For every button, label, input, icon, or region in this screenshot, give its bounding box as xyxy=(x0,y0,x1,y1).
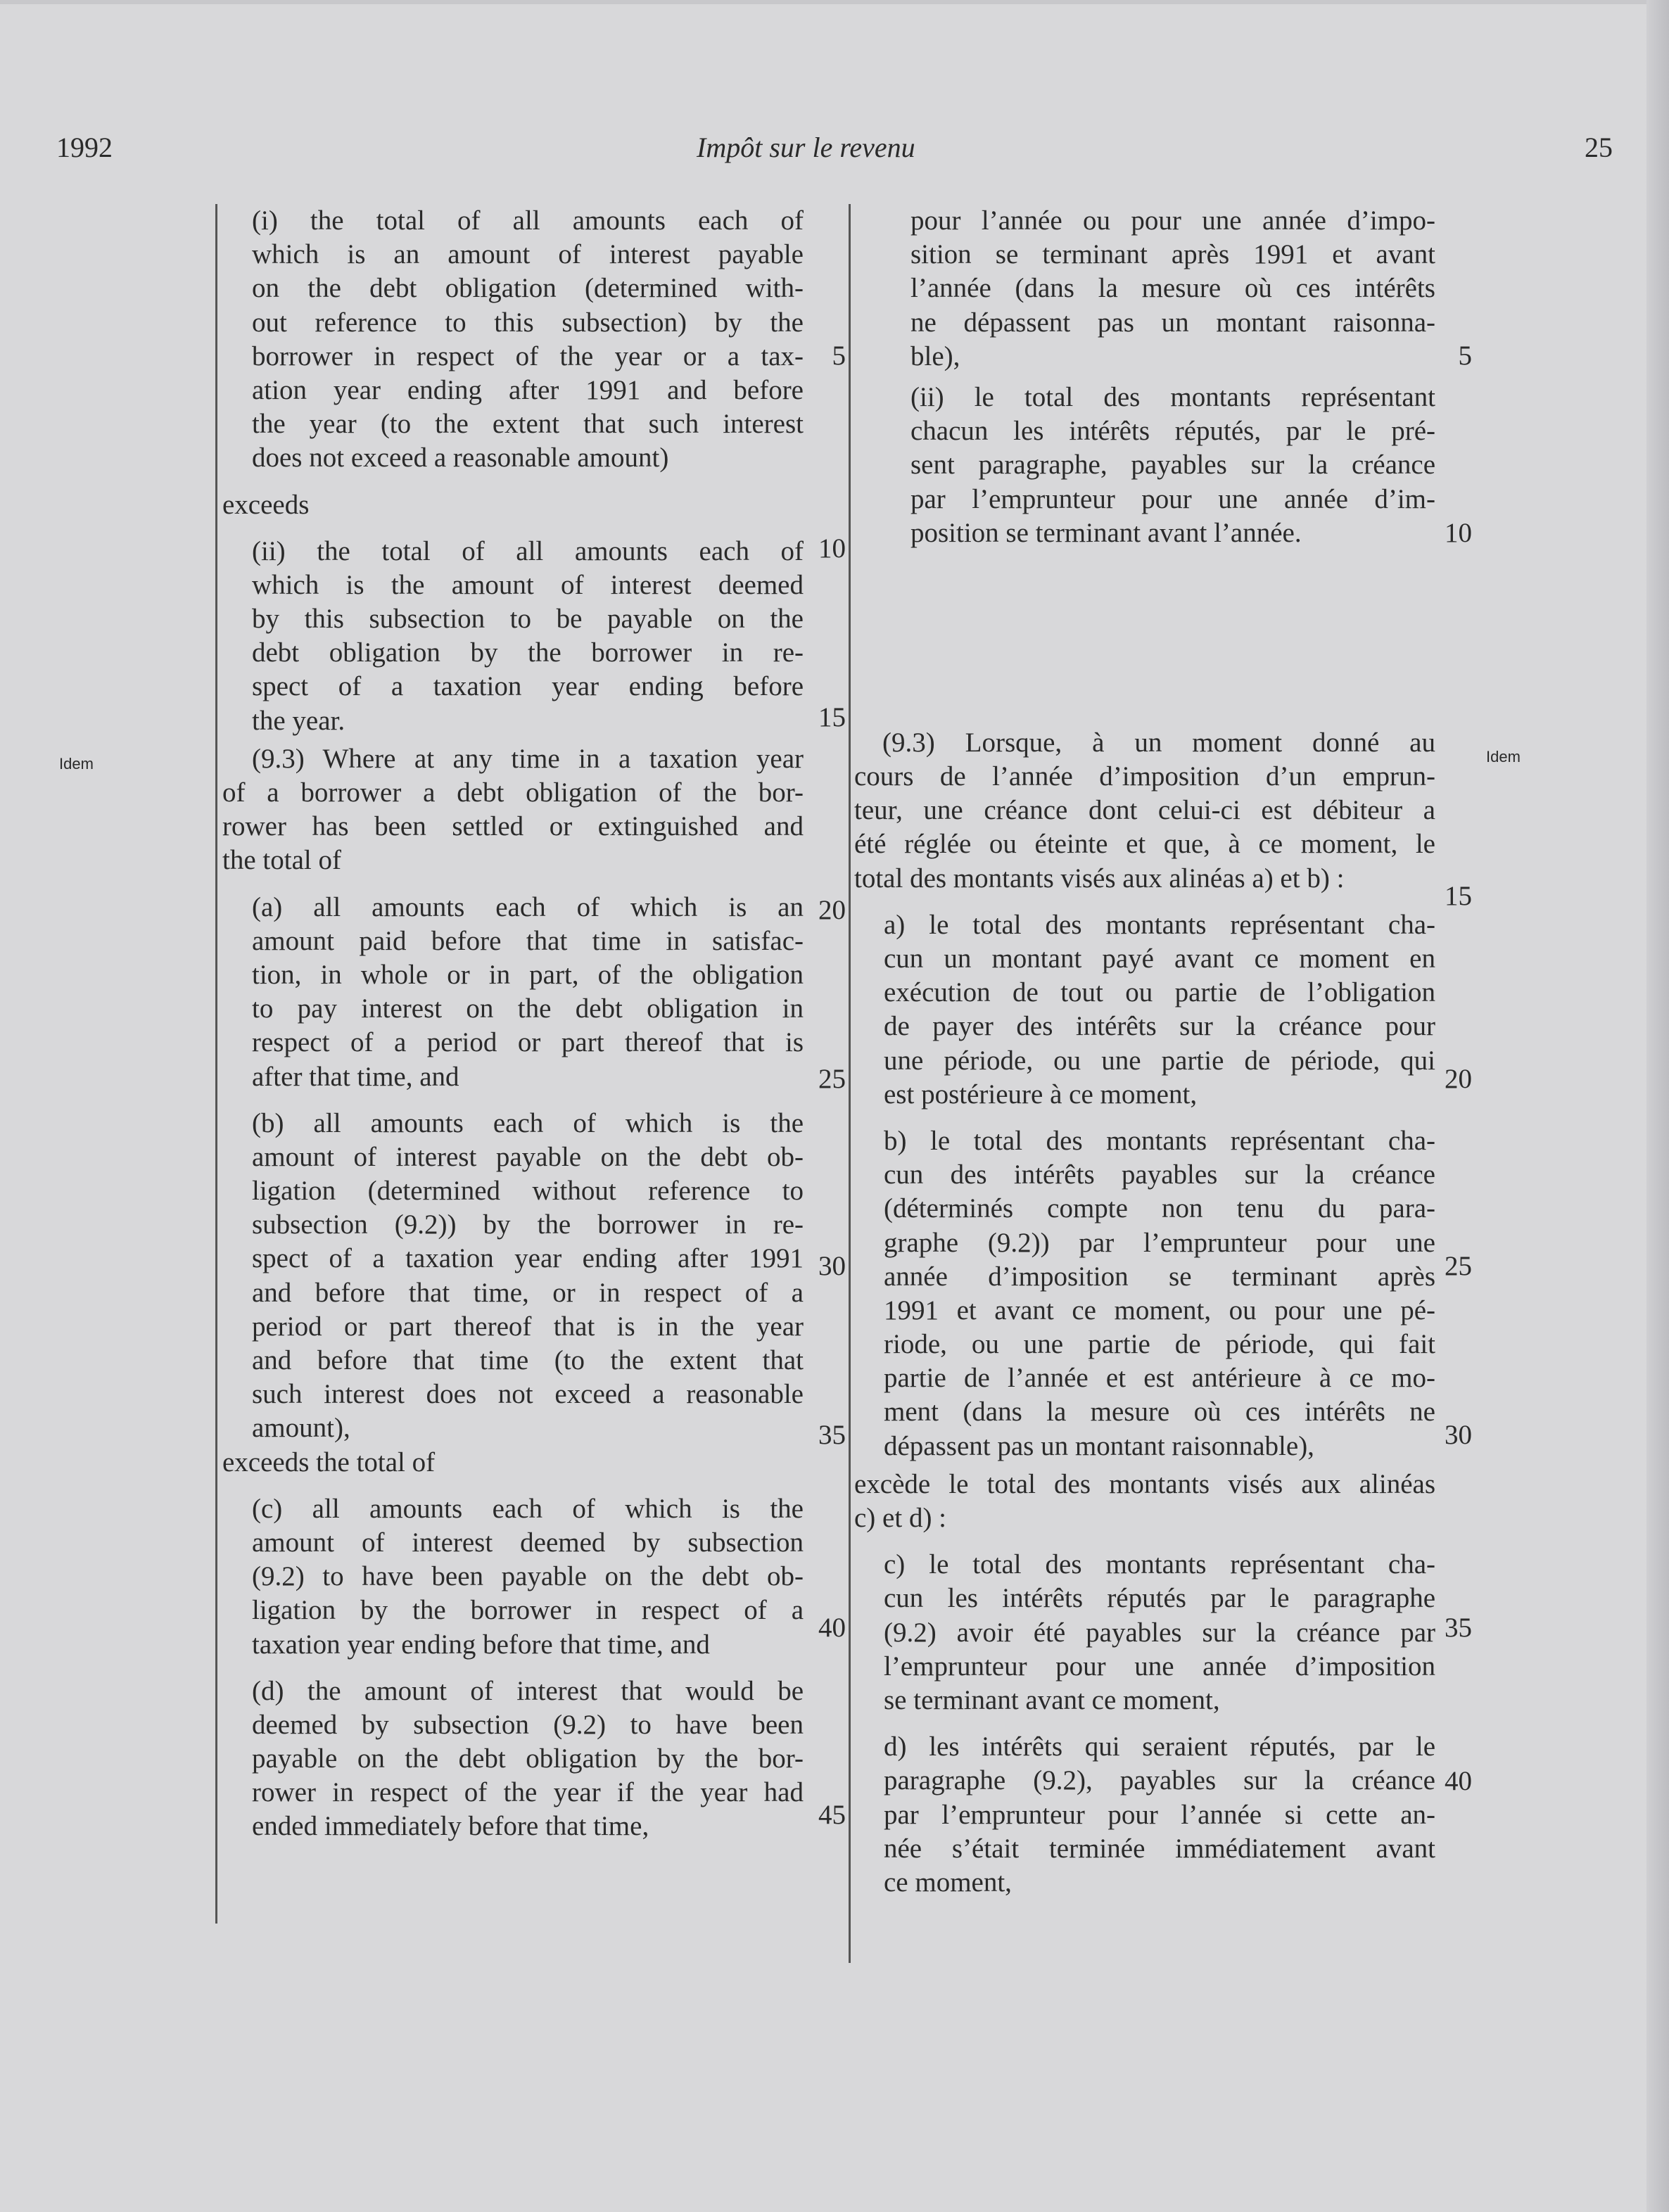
text-line: taxation year ending before that time, and xyxy=(252,1629,710,1660)
text-line: by this subsection to be payable on the xyxy=(252,604,804,635)
text-line: the year. xyxy=(252,705,345,736)
text-line: on the debt obligation (determined with- xyxy=(252,273,804,304)
english-para-b xyxy=(222,1107,804,1446)
french-para-9-3 xyxy=(854,726,1435,896)
text-line: 1991 et avant ce moment, ou pour une pé- xyxy=(884,1295,1435,1326)
text-line: the year (to the extent that such interest xyxy=(252,409,804,440)
text-line: rower has been settled or extinguished and xyxy=(222,811,804,842)
text-line: exceeds the total of xyxy=(222,1447,436,1477)
english-exceeds-total xyxy=(222,1446,804,1480)
text-line: pour l’année ou pour une année d’impo- xyxy=(910,205,1435,236)
margin-label-right: Idem xyxy=(1486,748,1521,765)
text-line: sent paragraphe, payables sur la créance xyxy=(910,450,1435,481)
text-line: graphe (9.2)) par l’emprunteur pour une xyxy=(884,1227,1435,1258)
text-line: does not exceed a reasonable amount) xyxy=(252,443,669,473)
line-number: 35 xyxy=(1445,1613,1472,1643)
line-number: 5 xyxy=(1458,341,1472,371)
text-line: (9.3) Lorsque, à un moment donné au xyxy=(882,727,1435,758)
text-line: amount of interest payable on the debt ob- xyxy=(252,1141,804,1172)
text-line: (a) all amounts each of which is an xyxy=(252,891,804,922)
line-number: 40 xyxy=(818,1613,846,1643)
text-line: period or part thereof that is in the year xyxy=(252,1311,804,1342)
text-line: cun les intérêts réputés par le paragraphe xyxy=(884,1583,1435,1614)
french-para-d xyxy=(854,1730,1435,1900)
text-line: such interest does not exceed a reasonable xyxy=(252,1379,804,1410)
text-line: née s’était terminée immédiatement avant xyxy=(884,1833,1435,1864)
text-line: the total of xyxy=(222,845,341,876)
center-column-rule xyxy=(849,204,851,1963)
text-line: of a borrower a debt obligation of the bor- xyxy=(222,777,804,808)
text-line: c) le total des montants représentant cha- xyxy=(884,1549,1435,1580)
text-line: which is an amount of interest payable xyxy=(252,239,804,270)
english-para-c xyxy=(222,1492,804,1662)
text-line: ment (dans la mesure où ces intérêts ne xyxy=(884,1397,1435,1428)
text-line: (c) all amounts each of which is the xyxy=(252,1493,804,1524)
line-number: 25 xyxy=(818,1064,846,1094)
text-line: exceeds xyxy=(222,489,310,520)
text-line: ligation by the borrower in respect of a xyxy=(252,1595,804,1626)
line-number: 15 xyxy=(818,702,846,732)
text-line: (ii) the total of all amounts each of xyxy=(252,535,804,566)
text-line: se terminant avant ce moment, xyxy=(884,1684,1220,1715)
line-number: 25 xyxy=(1445,1251,1472,1281)
line-number: 35 xyxy=(818,1420,846,1450)
french-para-a xyxy=(854,908,1435,1112)
text-line: and before that time (to the extent that xyxy=(252,1345,804,1375)
text-line: cun des intérêts payables sur la créance xyxy=(884,1159,1435,1190)
text-line: tion, in whole or in part, of the obligation xyxy=(252,959,804,990)
text-line: to pay interest on the debt obligation in xyxy=(252,993,804,1024)
text-line: (9.2) avoir été payables sur la créance par xyxy=(884,1617,1435,1648)
text-line: (d) the amount of interest that would be xyxy=(252,1675,804,1706)
text-line: cun un montant payé avant ce moment en xyxy=(884,943,1435,974)
english-exceeds xyxy=(193,488,804,522)
page-top-edge xyxy=(0,0,1669,4)
text-line: cours de l’année d’imposition d’un emprun- xyxy=(854,761,1435,792)
english-para-d xyxy=(222,1674,804,1844)
text-line: chacun les intérêts réputés, par le pré- xyxy=(910,416,1435,447)
text-line: de payer des intérêts sur la créance pour xyxy=(884,1011,1435,1042)
line-number: 40 xyxy=(1445,1766,1472,1796)
header-title: Impôt sur le revenu xyxy=(697,132,915,163)
text-line: été réglée ou éteinte et que, à ce moment, le xyxy=(854,829,1435,860)
text-line: par l’emprunteur pour l’année si cette an- xyxy=(884,1799,1435,1830)
left-column-rule xyxy=(215,204,217,1924)
text-line: amount of interest deemed by subsection xyxy=(252,1527,804,1558)
text-line: borrower in respect of the year or a tax- xyxy=(252,341,804,371)
text-line: année d’imposition se terminant après xyxy=(884,1261,1435,1292)
line-number: 45 xyxy=(818,1800,846,1830)
line-number: 20 xyxy=(1445,1064,1472,1094)
text-line: subsection (9.2)) by the borrower in re- xyxy=(252,1209,804,1240)
text-line: dépassent pas un montant raisonnable), xyxy=(884,1430,1314,1461)
page-right-edge xyxy=(1646,0,1669,2212)
text-line: ended immediately before that time, xyxy=(252,1811,649,1842)
text-line: rower in respect of the year if the year had xyxy=(252,1777,804,1808)
text-line: teur, une créance dont celui-ci est débiteur a xyxy=(854,795,1435,826)
english-para-a xyxy=(222,891,804,1094)
text-line: total des montants visés aux alinéas a) et b) : xyxy=(854,863,1345,894)
text-line: (b) all amounts each of which is the xyxy=(252,1107,804,1138)
french-para-ii xyxy=(854,381,1435,550)
text-line: une période, ou une partie de période, qui xyxy=(884,1045,1435,1076)
text-line: ne dépassent pas un montant raisonna- xyxy=(910,307,1435,338)
text-line: d) les intérêts qui seraient réputés, par le xyxy=(884,1731,1435,1762)
text-line: (ii) le total des montants représentant xyxy=(910,381,1435,412)
text-line: ligation (determined without reference to xyxy=(252,1176,804,1207)
text-line: ation year ending after 1991 and before xyxy=(252,374,804,405)
text-line: respect of a period or part thereof that is xyxy=(252,1027,804,1058)
text-line: (déterminés compte non tenu du para- xyxy=(884,1193,1435,1224)
text-line: and before that time, or in respect of a xyxy=(252,1277,804,1308)
text-line: (9.2) to have been payable on the debt ob- xyxy=(252,1561,804,1592)
text-line: spect of a taxation year ending after 1991 xyxy=(252,1243,804,1274)
text-line: sition se terminant après 1991 et avant xyxy=(910,239,1435,270)
text-line: partie de l’année et est antérieure à ce mo- xyxy=(884,1363,1435,1394)
line-number: 30 xyxy=(818,1251,846,1281)
french-para-c xyxy=(854,1548,1435,1717)
text-line: ce moment, xyxy=(884,1867,1012,1898)
text-line: out reference to this subsection) by the xyxy=(252,307,804,338)
line-number: 20 xyxy=(818,895,846,925)
text-line: l’année (dans la mesure où ces intérêts xyxy=(910,273,1435,304)
text-line: spect of a taxation year ending before xyxy=(252,671,804,702)
text-line: amount), xyxy=(252,1413,350,1444)
text-line: deemed by subsection (9.2) to have been xyxy=(252,1709,804,1740)
text-line: excède le total des montants visés aux alinéas xyxy=(854,1468,1435,1499)
french-para-cont xyxy=(854,204,1435,374)
text-line: (9.3) Where at any time in a taxation year xyxy=(252,743,804,774)
text-line: position se terminant avant l’année. xyxy=(910,517,1302,548)
french-para-b xyxy=(854,1124,1435,1463)
text-line: b) le total des montants représentant cha- xyxy=(884,1125,1435,1156)
text-line: riode, ou une partie de période, qui fait xyxy=(884,1329,1435,1360)
header-page-number: 25 xyxy=(1585,132,1613,163)
english-para-ii xyxy=(222,535,804,738)
header-year: 1992 xyxy=(56,132,113,163)
text-line: amount paid before that time in satisfac- xyxy=(252,925,804,956)
english-para-i xyxy=(222,204,804,476)
english-para-9-3 xyxy=(222,742,804,878)
text-line: debt obligation by the borrower in re- xyxy=(252,637,804,668)
text-line: paragraphe (9.2), payables sur la créance xyxy=(884,1765,1435,1796)
french-excede xyxy=(854,1468,1435,1535)
line-number: 10 xyxy=(1445,518,1472,548)
text-line: c) et d) : xyxy=(854,1503,947,1533)
text-line: which is the amount of interest deemed xyxy=(252,569,804,600)
text-line: par l’emprunteur pour une année d’im- xyxy=(910,483,1435,514)
text-line: exécution de tout ou partie de l’obligation xyxy=(884,977,1435,1008)
line-number: 5 xyxy=(832,341,846,371)
text-line: l’emprunteur pour une année d’imposition xyxy=(884,1651,1435,1682)
text-line: est postérieure à ce moment, xyxy=(884,1079,1198,1110)
text-line: (i) the total of all amounts each of xyxy=(252,205,804,236)
text-line: after that time, and xyxy=(252,1061,459,1092)
french-column xyxy=(854,204,1435,1900)
english-column xyxy=(222,204,804,1844)
line-number: 30 xyxy=(1445,1420,1472,1450)
text-line: a) le total des montants représentant cha- xyxy=(884,909,1435,940)
line-number: 15 xyxy=(1445,881,1472,911)
margin-label-left: Idem xyxy=(59,755,94,773)
line-number: 10 xyxy=(818,533,846,564)
text-line: ble), xyxy=(910,341,960,371)
text-line: payable on the debt obligation by the bor- xyxy=(252,1743,804,1774)
